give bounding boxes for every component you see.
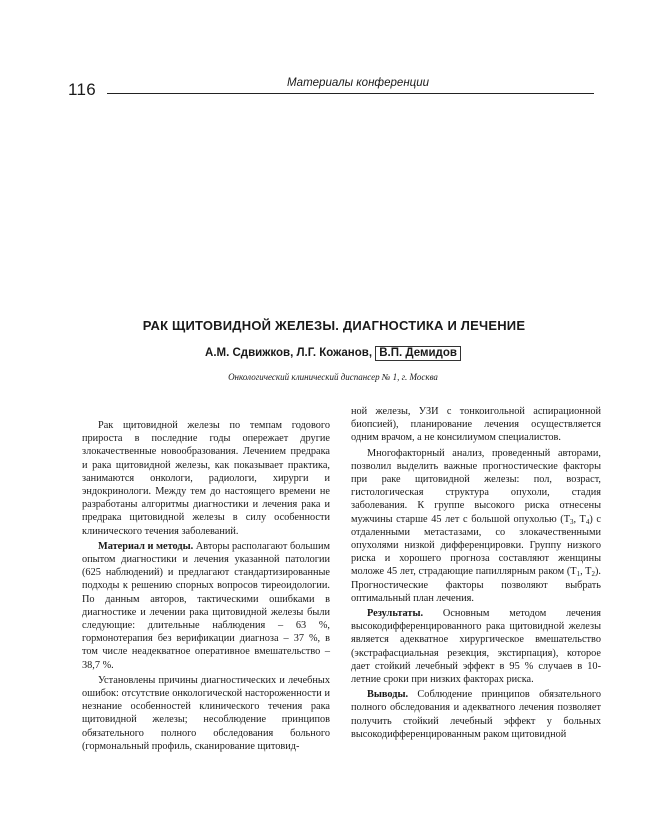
right-column [351,405,601,743]
analysis-text-c: ) с отдаленными метастазами, со злокачественными опухолями низкой дифференцировки. Группу низкого риска и хорошего прогноза составляют женщины моложе 45 лет, страдающие папиллярным раком (T [351,513,601,578]
paragraph-conclusions [351,688,601,741]
conclusions-label: Выводы. [367,689,409,701]
left-column [82,419,330,755]
affiliation: Онкологический клинический диспансер № 1, г. Москва [228,372,438,382]
subscript: 2 [591,570,595,579]
author-boxed: В.П. Демидов [375,346,461,361]
subscript: 4 [585,517,590,526]
conclusions-text: Соблюдение принципов обязательного полного обследования и адекватного лечения позволяет получить стойкий лечебный эффект у больных высокодифференцированным раком щитовидной [351,689,601,740]
analysis-text-e: ). Прогностические факторы позволяют выбрать оптимальный план лечения. [351,566,601,604]
page-number: 116 [68,80,97,99]
header-rule [107,93,594,94]
analysis-text-b: , T [573,513,586,525]
analysis-text-a: Многофакторный анализ, проведенный авторами, позволил выделить важные прогностические факторы при раке щитовидной железы: пол, возраст, гистологическая структура опухоли, стадия заболевания. К группе высокого риска отнесены мужчины старше 45 лет с большой опухолью (T [351,447,601,525]
subscript: 3 [570,517,574,526]
paragraph-results [351,607,601,686]
article-title: РАК ЩИТОВИДНОЙ ЖЕЛЕЗЫ. ДИАГНОСТИКА И ЛЕЧЕНИЕ [142,318,526,333]
paragraph-methods [82,540,330,672]
paragraph-analysis [351,447,601,605]
authors-plain: А.М. Сдвижков, Л.Г. Кожанов, [205,347,373,359]
methods-text: Авторы располагают большим опытом диагностики и лечения указанной патологии (625 наблюдений) и предлагают стандартизированные подходы к решению спорных вопросов тиреоидологии. По данным авторов, тактическими ошибками в диагностике и лечении рака щитовидной железы были следующие: длительные наблюдения – 63 %, гормонотерапия без верификации диагноза – 37 %, в том числе неадекватное оперативное вмешательство – 38,7 %. [82,540,330,671]
paragraph-errors: Установлены причины диагностических и лечебных ошибок: отсутствие онкологической настороженности и незнание особенностей клинического течения рака щитовидной железы; несоблюдение принципов обязательного полного обследования больного (гормональный профиль, сканирование щитовид- [82,674,330,752]
paragraph-intro: Рак щитовидной железы по темпам годового прироста в последние годы опережает другие злокачественные новообразования. Лечением предрака и рака щитовидной железы, как показывает практика, занимаются онкологи, радиологи, хирурги и эндокринологи. Между тем до настоящего времени не разработаны алгоритмы диагностики и лечения рака и предрака щитовидной железы в силу особенности клинического течения заболеваний. [82,420,330,537]
results-label: Результаты. [367,608,424,620]
author-list [0,347,646,359]
running-header: Материалы конференции [286,77,430,89]
methods-label: Материал и методы. [98,540,194,552]
subscript: 1 [576,570,581,579]
results-text: Основным методом лечения высокодифференцированного рака щитовидной железы является адекватное хирургическое вмешательство (экстрафасциальная резекция, экстирпация), которое дает стойкий лечебный эффект в 95 % случаев в 10-летние сроки при низких факторах риска. [351,608,601,686]
analysis-text-d: , T [580,566,592,578]
paragraph-continuation: ной железы, УЗИ с тонкоигольной аспирационной биопсией), планирование лечения осуществляется одним врачом, а не консилиумом специалистов. [351,406,601,444]
